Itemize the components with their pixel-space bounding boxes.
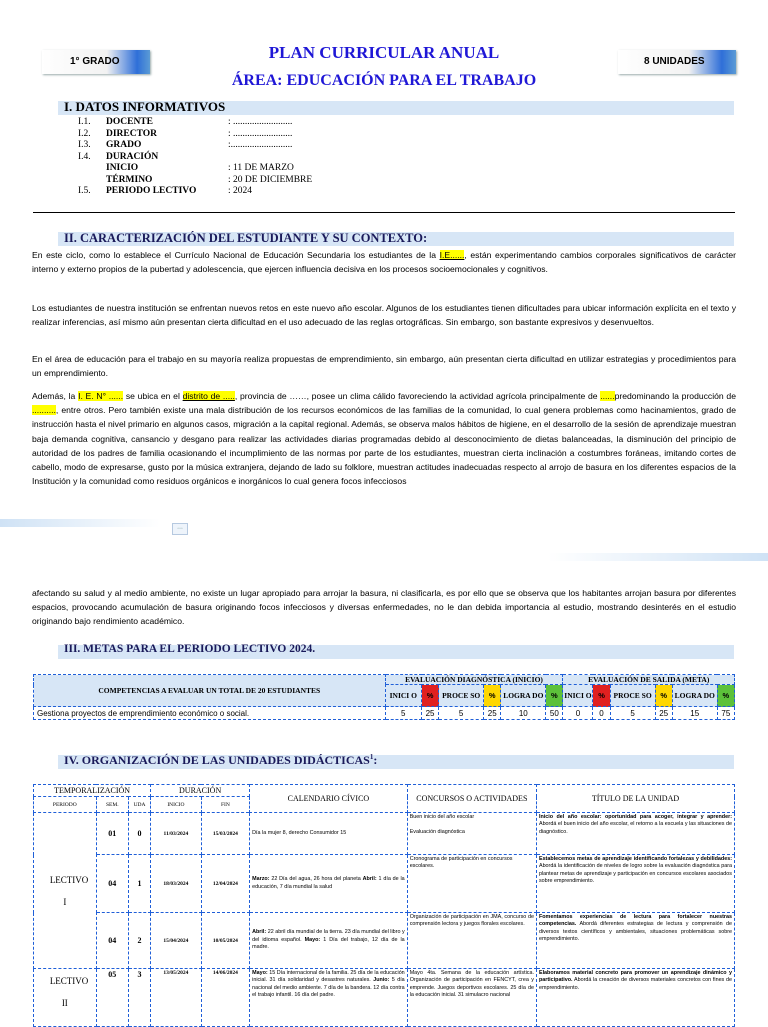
metas-competencia: Gestiona proyectos de emprendimiento económico o social. <box>34 707 386 720</box>
metas-value: 25 <box>422 707 439 720</box>
cell-fin: 10/05/2024 <box>201 913 249 969</box>
header-inicio: INICIO <box>151 797 202 813</box>
section-title-caracterizacion: II. CARACTERIZACIÓN DEL ESTUDIANTE Y SU CONTEXTO: <box>64 231 428 245</box>
metas-value: 0 <box>563 707 593 720</box>
datos-row: I.5. PERIODO LECTIVO : 2024 <box>78 186 253 196</box>
cell-inicio: 15/04/2024 <box>151 913 202 969</box>
metas-value: 50 <box>546 707 563 720</box>
col-logrado: LOGRA DO <box>501 685 546 707</box>
datos-list <box>78 116 312 197</box>
cell-titulo: Elaboramos material concreto para promover un aprendizaje dinámico y participativo. Abordá la creación de diversos materiales concretos con fines de emprendimiento. <box>536 969 734 1027</box>
cell-sem: 05 <box>96 969 128 1027</box>
cell-calendario: Marzo: 22 Día del agua, 26 hora del planeta Abril: 1 día de la educación, 7 día mundial la salud <box>250 855 408 913</box>
handle-icon: ▫▫▫ <box>172 523 188 535</box>
metas-diag-header: EVALUACIÓN DIAGNÓSTICA (INICIO) <box>385 675 563 685</box>
col-pct: % <box>422 685 439 707</box>
header-calendario: CALENDARIO CÍVICO <box>250 785 408 813</box>
lectivo-ii: LECTIVO II <box>34 969 97 1027</box>
document-subtitle: ÁREA: EDUCACIÓN PARA EL TRABAJO <box>231 72 537 89</box>
cell-inicio: 18/03/2024 <box>151 855 202 913</box>
header-periodo: PERIODO <box>34 797 97 813</box>
table-row <box>34 813 735 855</box>
cell-concursos: Organización de participación en JMA, concurso de comprensión lectora y juegos florales escolares. <box>407 913 536 969</box>
datos-row: TÉRMINO : 20 DE DICIEMBRE <box>106 174 313 185</box>
cell-sem: 04 <box>96 855 128 913</box>
col-inicio: INICI O <box>385 685 421 707</box>
paragraph: Los estudiantes de nuestra institución se enfrentan nuevos retos en este nuevo año escolar. Algunos de los estudiantes tienen dificultades para ubicar información explícita en el texto y realizar inferencias, así mismo aún presentan cierta dificultad en el uso adecuado de las reglas ortográficas. Sin embargo, son bastante expresivos y desenvueltos. <box>32 303 736 328</box>
col-proceso: PROCE SO <box>439 685 484 707</box>
header-uda: UDA <box>128 797 150 813</box>
metas-value: 15 <box>672 707 717 720</box>
cell-calendario: Abril: 22 abril día mundial de la tierra. 23 día mundial del libro y del idioma español. Mayo: 1 Día del trabajo, 12 día de la madre. <box>250 913 408 969</box>
header-sem: SEM. <box>96 797 128 813</box>
metas-value: 5 <box>439 707 484 720</box>
header-temporalizacion: TEMPORALIZACIÓN <box>34 785 151 797</box>
unidades-table <box>33 784 735 1027</box>
col-pct: % <box>593 685 610 707</box>
cell-fin: 12/04/2024 <box>201 855 249 913</box>
cell-inicio: 11/03/2024 <box>151 813 202 855</box>
cell-inicio: 13/05/2024 <box>151 969 202 1027</box>
header-titulo: TÍTULO DE LA UNIDAD <box>536 785 734 813</box>
metas-value: 5 <box>385 707 421 720</box>
section-title-unidades: IV. ORGANIZACIÓN DE LAS UNIDADES DIDÁCTICAS$^1$: <box>64 753 378 767</box>
datos-row: I.4. DURACIÓN <box>78 151 159 162</box>
datos-row: I.3. GRADO :.......................... <box>78 140 293 150</box>
metas-comp-header: COMPETENCIAS A EVALUAR UN TOTAL DE 20 ESTUDIANTES <box>34 675 386 707</box>
col-inicio: INICI O <box>563 685 593 707</box>
cell-calendario: Mayo: 15 Día internacional de la familia. 25 día de la educación inicial. 31 día solidaridad y desastres naturales. Junio: 5 día nacional del medio ambiente. 7 día de la bandera. 12 día contra el trabajo infantil. 16 día del padre. <box>250 969 408 1027</box>
lectivo-i: LECTIVO I <box>34 813 97 969</box>
section-title-datos: I. DATOS INFORMATIVOS <box>64 99 226 114</box>
metas-value: 25 <box>484 707 501 720</box>
datos-row: I.1. DOCENTE : ......................... <box>78 117 293 127</box>
cell-uda: 1 <box>128 855 150 913</box>
metas-value: 5 <box>610 707 655 720</box>
cell-titulo: Inicio del año escolar: oportunidad para acoger, integrar y aprender: Abordá el buen inicio del año escolar, el retorno a la escuela y las situaciones de diagnóstico. <box>536 813 734 855</box>
metas-salida-header: EVALUACIÓN DE SALIDA (META) <box>563 675 735 685</box>
header-duracion: DURACIÓN <box>151 785 250 797</box>
cell-fin: 15/03/2024 <box>201 813 249 855</box>
table-row <box>34 855 735 913</box>
col-pct: % <box>546 685 563 707</box>
page-break <box>0 515 768 553</box>
col-proceso: PROCE SO <box>610 685 655 707</box>
cell-sem: 04 <box>96 913 128 969</box>
datos-row: I.2. DIRECTOR : ......................... <box>78 128 293 139</box>
cell-titulo: Fomentamos experiencias de lectura para fortalecer nuestras competencias. Abordá diferentes estrategias de lectura y comprensión de diversos textos científicos y ambientales, situaciones problemáticas sobre emprendimiento. <box>536 913 734 969</box>
datos-row: INICIO : 11 DE MARZO <box>106 163 294 173</box>
col-pct: % <box>655 685 672 707</box>
cell-concursos: Buen inicio del año escolar Evaluación diagnóstica <box>407 813 536 855</box>
col-logrado: LOGRA DO <box>672 685 717 707</box>
table-row <box>34 913 735 969</box>
document-title: PLAN CURRICULAR ANUAL <box>268 43 500 62</box>
metas-table <box>33 674 735 720</box>
cell-sem: 01 <box>96 813 128 855</box>
col-pct: % <box>484 685 501 707</box>
metas-value: 10 <box>501 707 546 720</box>
cell-concursos: Mayo 4ta. Semana de la educación artística. Organización de participación en FENCYT, crea y emprende. Juegos deportivos escolares. 25 día de la educación inicial. 31 simulacro nacional <box>407 969 536 1027</box>
units-badge: 8 UNIDADES <box>618 50 736 74</box>
cell-calendario: Día la mujer 8, derecho Consumidor 15 <box>250 813 408 855</box>
metas-value: 75 <box>717 707 734 720</box>
grade-badge: 1° GRADO <box>42 50 150 74</box>
cell-uda: 3 <box>128 969 150 1027</box>
cell-uda: 2 <box>128 913 150 969</box>
paragraph: Además, la I. E. N° ...... se ubica en el distrito de ....., provincia de ……, posee un clima cálido favoreciendo la actividad agrícola principalmente de ......predominando la producción de .........., entre otros. Pero también existe una mala distribución de los recursos económicos de las familias de la comunidad, lo cual genera problemas como hacinamientos, grado de instrucción hasta el nivel primario en algunos casos, migración a la capital regional. Además, se observa malos hábitos de higiene, en el desarrollo de la sesión de aprendizaje muestran baja demanda cognitiva, cansancio y desgano para realizar las actividades diarias programadas debido al desconocimiento de dietas balanceadas, la disminución del principio de autoridad de los padres de familia ocasionando el incumplimiento de las normas por parte de los estudiantes, muestran cierta inclinación a costumbres foráneas, imitando cortes de cabello, modo de expresarse, gusto por la música extranjera, dejando de lado su folklore, muestran actitudes inadecuadas respecto al arrojo de basura en los diferentes espacios de la Institución y la comunidad como residuos orgánicos e inorgánicos lo cual genera focos infecciosos <box>32 391 736 487</box>
divider <box>33 212 735 213</box>
col-pct: % <box>717 685 734 707</box>
paragraph: En el área de educación para el trabajo en su mayoría realiza propuestas de emprendimiento, sin embargo, aún presentan cierta dificultad en utilizar estrategias y procedimientos para un emprendimiento. <box>32 354 736 379</box>
header-concursos: CONCURSOS O ACTIVIDADES <box>407 785 536 813</box>
cell-titulo: Establecemos metas de aprendizaje identificando fortalezas y debilidades: Abordá la identificación de niveles de logro sobre la evaluación diagnóstica para plantear metas de aprendizaje y participación en concursos escolares asociados sobre emprendimiento. <box>536 855 734 913</box>
table-row <box>34 969 735 1027</box>
paragraph: En este ciclo, como lo establece el Currículo Nacional de Educación Secundaria los estudiantes de la I.E......, están experimentando cambios corporales significativos de carácter interno y externo propios de la pubertad y adolescencia, que ejercen influencia decisiva en los procesos socioemocionales y cognitivos. <box>32 250 736 275</box>
paragraph: afectando su salud y al medio ambiente, no existe un lugar apropiado para arrojar la basura, ni clasificarla, es por ello que se observa que los habitantes arrojan basura por diferentes espacios, provocando acumulación de basura originando focos infecciosos y diversas enfermedades, no le dan debida importancia al estudio, mostrando desinterés en el estudio originando bajo rendimiento académico. <box>32 588 736 627</box>
metas-value: 25 <box>655 707 672 720</box>
metas-value: 0 <box>593 707 610 720</box>
cell-concursos: Cronograma de participación en concursos escolares. <box>407 855 536 913</box>
section-title-metas: III. METAS PARA EL PERIODO LECTIVO 2024. <box>64 643 316 655</box>
cell-uda: 0 <box>128 813 150 855</box>
cell-fin: 14/06/2024 <box>201 969 249 1027</box>
header-fin: FIN <box>201 797 249 813</box>
